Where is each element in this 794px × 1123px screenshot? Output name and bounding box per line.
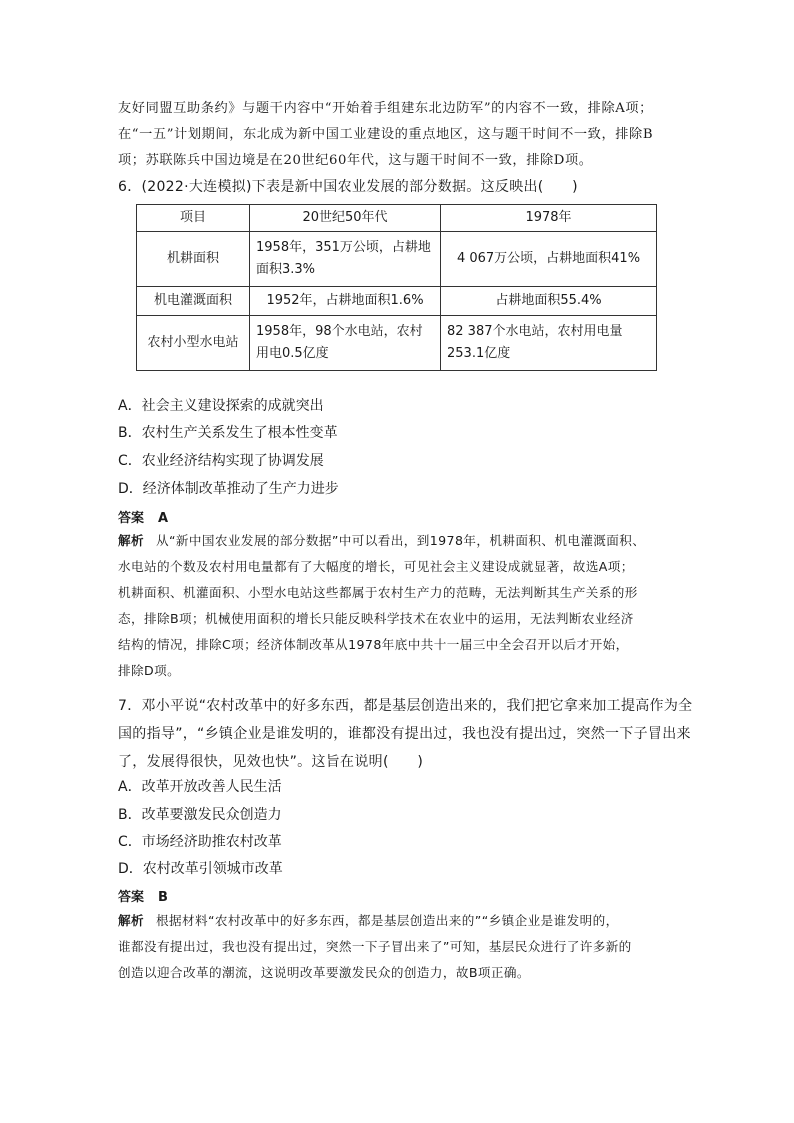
table-row <box>137 287 657 316</box>
explanation-line: 机耕面积、机灌面积、小型水电站这些都属于农村生产力的范畴，无法判断其生产关系的形 <box>118 585 638 600</box>
explanation-line: 在“一五”计划期间，东北成为新中国工业建设的重点地区，这与题干时间不一致，排除B <box>118 127 654 142</box>
table-cell: 1958年，98个水电站，农村用电0.5亿度 <box>250 316 441 371</box>
explanation-line: 排除D项。 <box>118 663 181 678</box>
prev-explanation <box>118 96 678 174</box>
answer-label: 答案 <box>118 511 145 526</box>
q6-option-d: D．经济体制改革推动了生产力进步 <box>118 481 339 497</box>
table-cell: 机电灌溉面积 <box>137 287 250 316</box>
table-cell: 1952年，占耕地面积1.6% <box>250 287 441 316</box>
q7-answer <box>118 886 168 905</box>
explanation-line: 友好同盟互助条约》与题干内容中“开始着手组建东北边防军”的内容不一致，排除A项； <box>118 101 653 116</box>
q6-option-b: B．农村生产关系发生了根本性变革 <box>118 425 338 441</box>
q6-data-table <box>136 204 657 371</box>
table-header-cell: 1978年 <box>441 205 657 232</box>
explanation-line: 从“新中国农业发展的部分数据”中可以看出，到1978年，机耕面积、机电灌溉面积、 <box>156 533 646 548</box>
table-row <box>137 232 657 287</box>
q7-explanation <box>118 908 678 986</box>
explanation-line: 根据材料“农村改革中的好多东西，都是基层创造出来的”“乡镇企业是谁发明的， <box>156 913 619 928</box>
q6-option-c: C．农业经济结构实现了协调发展 <box>118 453 324 469</box>
table-cell: 1958年，351万公顷，占耕地面积3.3% <box>250 232 441 287</box>
table-header-row <box>137 205 657 232</box>
q7-option-c: C．市场经济助推农村改革 <box>118 834 282 850</box>
explanation-line: 结构的情况，排除C项；经济体制改革从1978年底中共十一届三中全会召开以后才开始， <box>118 637 629 652</box>
q6-explanation <box>118 528 678 684</box>
table-cell: 占耕地面积55.4% <box>441 287 657 316</box>
table-cell: 机耕面积 <box>137 232 250 287</box>
q6-stem: 6．(2022·大连模拟)下表是新中国农业发展的部分数据。这反映出( ) <box>118 179 578 195</box>
q6-answer <box>118 507 168 526</box>
table-row <box>137 316 657 371</box>
q7-option-d: D．农村改革引领城市改革 <box>118 861 283 877</box>
table-cell: 4 067万公顷，占耕地面积41% <box>441 232 657 287</box>
q7-option-a: A．改革开放改善人民生活 <box>118 779 282 795</box>
answer-value: A <box>158 511 169 526</box>
table-header-cell: 项目 <box>137 205 250 232</box>
explanation-label: 解析 <box>118 913 144 928</box>
q7-stem: 7．邓小平说“农村改革中的好多东西，都是基层创造出来的，我们把它拿来加工提高作为全 国的指导”，“乡镇企业是谁发明的，谁都没有提出过，我也没有提出过，突然一下子冒出来 了，发展得很快，见效也快”。这旨在说明( ) <box>118 698 693 770</box>
answer-label: 答案 <box>118 890 145 905</box>
table-cell: 农村小型水电站 <box>137 316 250 371</box>
q7-option-b: B．改革要激发民众创造力 <box>118 807 282 823</box>
table-header-cell: 20世纪50年代 <box>250 205 441 232</box>
explanation-line: 谁都没有提出过，我也没有提出过，突然一下子冒出来了”可知，基层民众进行了许多新的 <box>118 939 632 954</box>
explanation-line: 水电站的个数及农村用电量都有了大幅度的增长，可见社会主义建设成就显著，故选A项； <box>118 559 634 574</box>
explanation-line: 项；苏联陈兵中国边境是在20世纪60年代，这与题干时间不一致，排除D项。 <box>118 153 593 168</box>
explanation-line: 态，排除B项；机械使用面积的增长只能反映科学技术在农业中的运用，无法判断农业经济 <box>118 611 634 626</box>
answer-value: B <box>158 890 168 905</box>
explanation-label: 解析 <box>118 533 144 548</box>
q6-option-a: A．社会主义建设探索的成就突出 <box>118 398 324 414</box>
table-cell: 82 387个水电站，农村用电量253.1亿度 <box>441 316 657 371</box>
explanation-line: 创造以迎合改革的潮流，这说明改革要激发民众的创造力，故B项正确。 <box>118 965 530 980</box>
